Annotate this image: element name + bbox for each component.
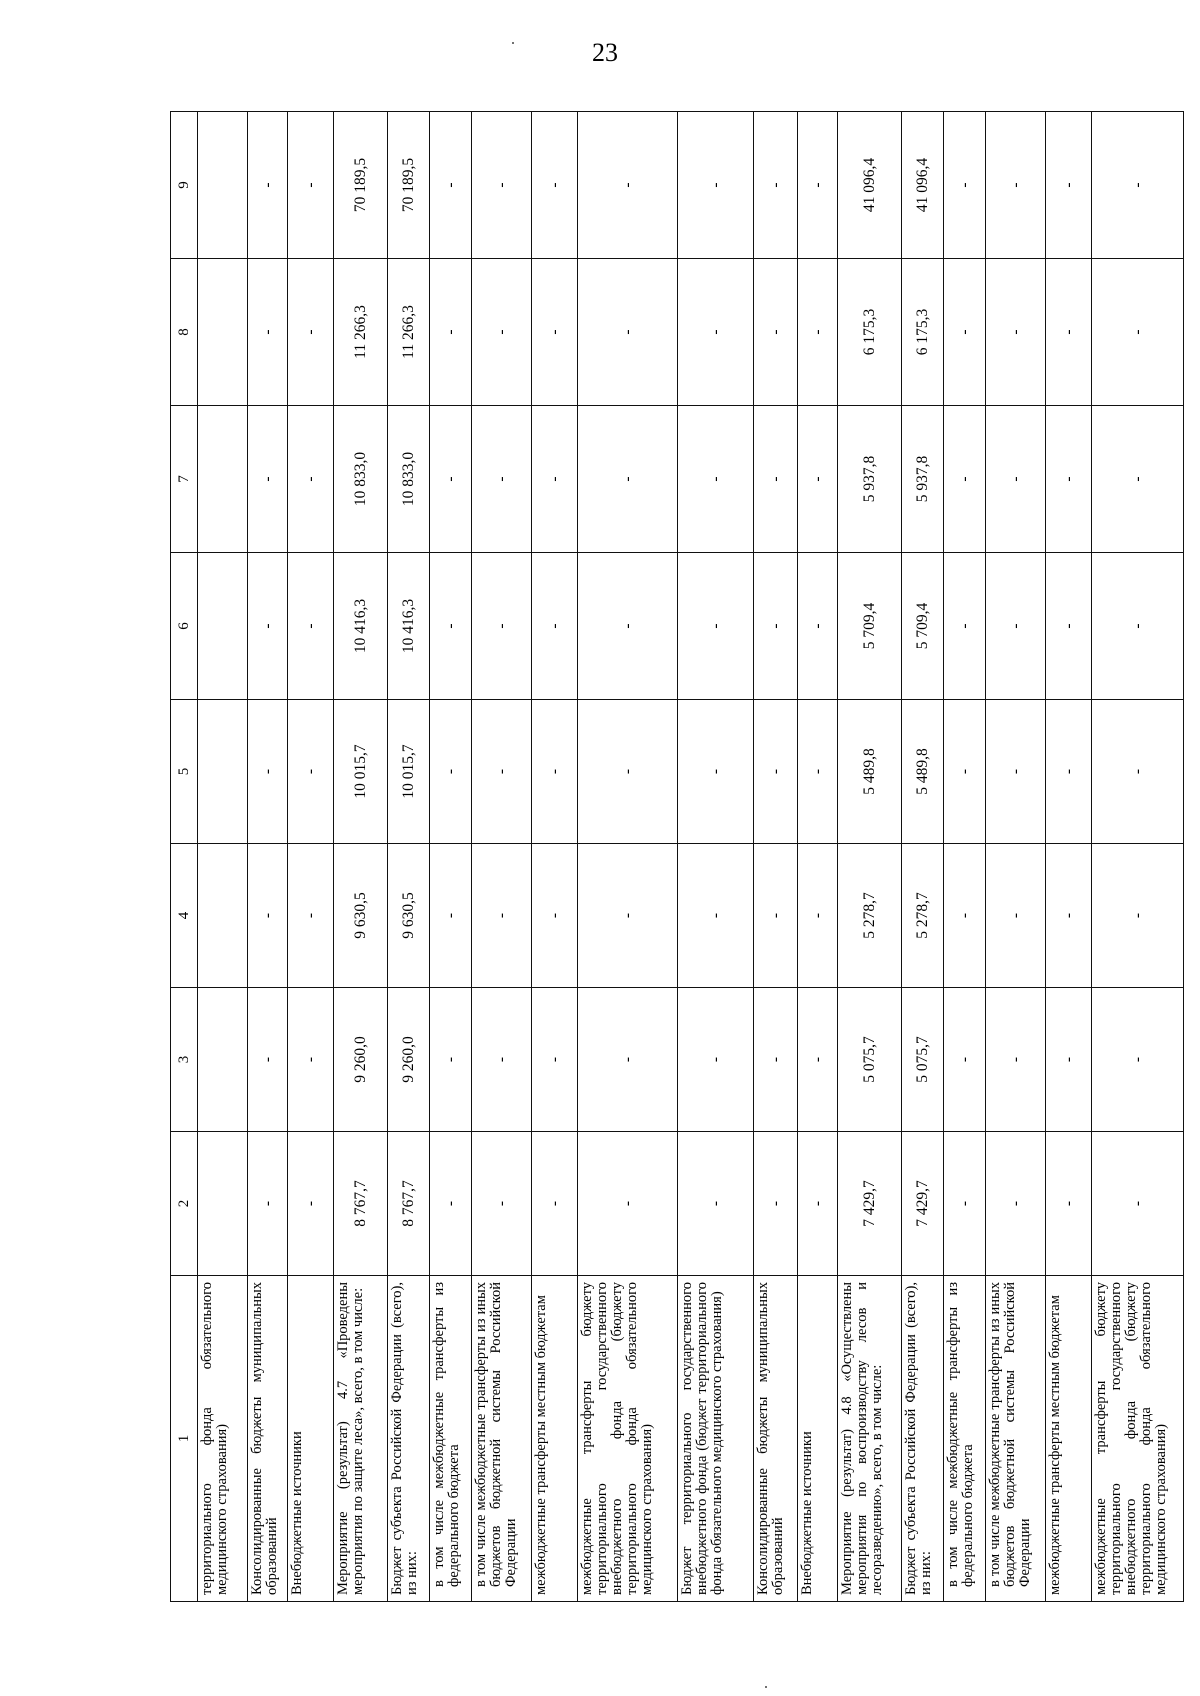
cell-value	[198, 112, 248, 259]
cell-value: -	[532, 1132, 578, 1276]
cell-value: -	[248, 259, 288, 406]
table-row	[986, 112, 1046, 1602]
row-label: Внебюджетные источники	[288, 1276, 334, 1602]
cell-value: -	[288, 406, 334, 553]
table-row	[944, 112, 986, 1602]
cell-value: -	[798, 844, 838, 988]
cell-value	[198, 259, 248, 406]
row-label: в том числе межбюджетные трансферты из федерального бюджета	[944, 1276, 986, 1602]
table-row	[1092, 112, 1184, 1602]
cell-value: -	[578, 406, 678, 553]
cell-value	[198, 844, 248, 988]
cell-value: -	[472, 844, 532, 988]
cell-value: -	[578, 553, 678, 700]
cell-value: -	[430, 988, 472, 1132]
cell-value: 9 630,5	[388, 844, 430, 988]
cell-value	[198, 1132, 248, 1276]
column-header: 1	[171, 1276, 198, 1602]
cell-value: -	[798, 406, 838, 553]
row-label: Консолидированные бюджеты муниципальных образований	[754, 1276, 798, 1602]
cell-value: -	[798, 988, 838, 1132]
cell-value: 10 015,7	[334, 700, 388, 844]
cell-value: -	[986, 844, 1046, 988]
cell-value: 9 260,0	[388, 988, 430, 1132]
table-row	[472, 112, 532, 1602]
cell-value: -	[754, 553, 798, 700]
cell-value	[198, 553, 248, 700]
cell-value: -	[532, 259, 578, 406]
cell-value: 70 189,5	[388, 112, 430, 259]
cell-value: -	[986, 112, 1046, 259]
cell-value: -	[1092, 112, 1184, 259]
cell-value: -	[678, 112, 754, 259]
column-header: 5	[171, 700, 198, 844]
cell-value: -	[678, 844, 754, 988]
cell-value: 5 709,4	[902, 553, 944, 700]
column-header: 8	[171, 259, 198, 406]
cell-value: -	[944, 112, 986, 259]
cell-value: -	[754, 406, 798, 553]
cell-value: -	[678, 988, 754, 1132]
cell-value: -	[472, 406, 532, 553]
cell-value: 5 278,7	[902, 844, 944, 988]
cell-value: -	[1046, 406, 1092, 553]
table-row	[838, 112, 902, 1602]
cell-value: -	[944, 988, 986, 1132]
cell-value: -	[798, 1132, 838, 1276]
cell-value: -	[798, 112, 838, 259]
cell-value: -	[472, 112, 532, 259]
cell-value: -	[986, 406, 1046, 553]
cell-value: -	[532, 844, 578, 988]
cell-value: 5 489,8	[902, 700, 944, 844]
cell-value: -	[248, 406, 288, 553]
cell-value: 5 278,7	[838, 844, 902, 988]
cell-value: -	[1046, 553, 1092, 700]
cell-value: 5 937,8	[902, 406, 944, 553]
cell-value: -	[288, 844, 334, 988]
cell-value: -	[1046, 988, 1092, 1132]
cell-value: 6 175,3	[902, 259, 944, 406]
cell-value: -	[1092, 553, 1184, 700]
table-row	[798, 112, 838, 1602]
table-row	[754, 112, 798, 1602]
column-header: 7	[171, 406, 198, 553]
cell-value: 8 767,7	[388, 1132, 430, 1276]
cell-value: 10 015,7	[388, 700, 430, 844]
cell-value	[198, 700, 248, 844]
cell-value: -	[1046, 844, 1092, 988]
cell-value: 7 429,7	[838, 1132, 902, 1276]
budget-table-body	[171, 112, 1184, 1602]
cell-value: -	[1092, 1132, 1184, 1276]
row-label: в том числе межбюджетные трансферты из иных бюджетов бюджетной системы Российской Федерации	[472, 1276, 532, 1602]
table-row	[288, 112, 334, 1602]
cell-value: 11 266,3	[334, 259, 388, 406]
cell-value: 70 189,5	[334, 112, 388, 259]
cell-value: -	[472, 988, 532, 1132]
cell-value: -	[248, 1132, 288, 1276]
cell-value: 10 416,3	[388, 553, 430, 700]
table-row	[388, 112, 430, 1602]
cell-value: -	[578, 700, 678, 844]
cell-value: -	[678, 1132, 754, 1276]
cell-value: -	[944, 700, 986, 844]
cell-value: 10 416,3	[334, 553, 388, 700]
cell-value: -	[472, 553, 532, 700]
cell-value	[198, 406, 248, 553]
cell-value: -	[288, 700, 334, 844]
cell-value: -	[532, 700, 578, 844]
cell-value: -	[472, 1132, 532, 1276]
cell-value: -	[986, 1132, 1046, 1276]
cell-value: -	[944, 553, 986, 700]
cell-value: -	[578, 259, 678, 406]
cell-value: 5 937,8	[838, 406, 902, 553]
cell-value: -	[678, 700, 754, 844]
cell-value: -	[754, 112, 798, 259]
row-label: Бюджет субъекта Российской Федерации (всего), из них:	[902, 1276, 944, 1602]
cell-value: -	[798, 259, 838, 406]
cell-value: -	[986, 700, 1046, 844]
scan-speck	[765, 1686, 767, 1688]
row-label: межбюджетные трансферты местным бюджетам	[1046, 1276, 1092, 1602]
cell-value: -	[532, 112, 578, 259]
row-label: Консолидированные бюджеты муниципальных образований	[248, 1276, 288, 1602]
cell-value: 5 489,8	[838, 700, 902, 844]
cell-value: -	[1092, 700, 1184, 844]
cell-value: 7 429,7	[902, 1132, 944, 1276]
scan-speck	[512, 42, 514, 44]
cell-value: 5 075,7	[838, 988, 902, 1132]
cell-value: -	[754, 988, 798, 1132]
cell-value: -	[754, 844, 798, 988]
row-label: Внебюджетные источники	[798, 1276, 838, 1602]
cell-value: -	[578, 112, 678, 259]
cell-value: -	[1092, 844, 1184, 988]
cell-value: -	[288, 259, 334, 406]
cell-value: -	[430, 406, 472, 553]
row-label: Бюджет субъекта Российской Федерации (всего), из них:	[388, 1276, 430, 1602]
row-label: в том числе межбюджетные трансферты из федерального бюджета	[430, 1276, 472, 1602]
table-row	[248, 112, 288, 1602]
cell-value: -	[430, 700, 472, 844]
cell-value: -	[578, 988, 678, 1132]
cell-value: -	[430, 259, 472, 406]
cell-value: -	[532, 406, 578, 553]
column-header: 3	[171, 988, 198, 1132]
rotated-table-container	[170, 112, 1169, 1602]
cell-value: -	[678, 406, 754, 553]
row-label: Мероприятие (результат) 4.8 «Осуществлены мероприятия по воспроизводству лесов и лесоразведению», всего, в том числе:	[838, 1276, 902, 1602]
cell-value: -	[578, 844, 678, 988]
cell-value: -	[248, 844, 288, 988]
row-label: межбюджетные трансферты бюджету территориального государственного внебюджетного фонда (бюджету территориального фонда обязательного медицинского страхования)	[1092, 1276, 1184, 1602]
cell-value: -	[248, 112, 288, 259]
cell-value: -	[472, 259, 532, 406]
cell-value: -	[1046, 700, 1092, 844]
cell-value: -	[1092, 406, 1184, 553]
cell-value: -	[430, 112, 472, 259]
cell-value: -	[1046, 112, 1092, 259]
table-row	[430, 112, 472, 1602]
column-header: 9	[171, 112, 198, 259]
cell-value: -	[798, 553, 838, 700]
cell-value: -	[248, 553, 288, 700]
table-row	[902, 112, 944, 1602]
cell-value	[198, 988, 248, 1132]
cell-value: 11 266,3	[388, 259, 430, 406]
row-label: в том числе межбюджетные трансферты из иных бюджетов бюджетной системы Российской Федерации	[986, 1276, 1046, 1602]
table-row	[334, 112, 388, 1602]
cell-value: -	[288, 988, 334, 1132]
row-label: территориального фонда обязательного медицинского страхования)	[198, 1276, 248, 1602]
column-header: 6	[171, 553, 198, 700]
row-label: Мероприятие (результат) 4.7 «Проведены мероприятия по защите леса», всего, в том числе:	[334, 1276, 388, 1602]
row-label: межбюджетные трансферты бюджету территориального государственного внебюджетного фонда (бюджету территориального фонда обязательного медицинского страхования)	[578, 1276, 678, 1602]
table-row	[578, 112, 678, 1602]
cell-value: -	[1092, 988, 1184, 1132]
cell-value: -	[532, 988, 578, 1132]
cell-value: 41 096,4	[902, 112, 944, 259]
cell-value: 10 833,0	[334, 406, 388, 553]
table-row	[532, 112, 578, 1602]
cell-value: -	[986, 259, 1046, 406]
cell-value: -	[1046, 1132, 1092, 1276]
cell-value: -	[1092, 259, 1184, 406]
cell-value: -	[430, 553, 472, 700]
budget-table	[170, 111, 1184, 1602]
row-label: Бюджет территориального государственного внебюджетного фонда (бюджет территориального фонда обязательного медицинского страхования)	[678, 1276, 754, 1602]
cell-value: -	[986, 553, 1046, 700]
table-row	[678, 112, 754, 1602]
cell-value: 9 630,5	[334, 844, 388, 988]
cell-value: 8 767,7	[334, 1132, 388, 1276]
cell-value: 5 709,4	[838, 553, 902, 700]
row-label: межбюджетные трансферты местным бюджетам	[532, 1276, 578, 1602]
cell-value: -	[944, 844, 986, 988]
cell-value: 41 096,4	[838, 112, 902, 259]
cell-value: -	[472, 700, 532, 844]
cell-value: -	[944, 1132, 986, 1276]
cell-value: -	[678, 553, 754, 700]
cell-value: 10 833,0	[388, 406, 430, 553]
cell-value: -	[1046, 259, 1092, 406]
cell-value: -	[944, 259, 986, 406]
cell-value: -	[798, 700, 838, 844]
cell-value: -	[248, 700, 288, 844]
table-row	[1046, 112, 1092, 1602]
cell-value: 6 175,3	[838, 259, 902, 406]
table-row	[198, 112, 248, 1602]
cell-value: -	[986, 988, 1046, 1132]
cell-value: -	[248, 988, 288, 1132]
column-header: 4	[171, 844, 198, 988]
cell-value: -	[288, 112, 334, 259]
column-header: 2	[171, 1132, 198, 1276]
cell-value: -	[754, 259, 798, 406]
cell-value: -	[754, 700, 798, 844]
cell-value: -	[754, 1132, 798, 1276]
cell-value: -	[288, 1132, 334, 1276]
cell-value: 9 260,0	[334, 988, 388, 1132]
cell-value: 5 075,7	[902, 988, 944, 1132]
cell-value: -	[532, 553, 578, 700]
cell-value: -	[288, 553, 334, 700]
page-number: 23	[592, 38, 618, 67]
cell-value: -	[430, 844, 472, 988]
cell-value: -	[944, 406, 986, 553]
cell-value: -	[678, 259, 754, 406]
cell-value: -	[430, 1132, 472, 1276]
column-number-row	[171, 112, 198, 1602]
cell-value: -	[578, 1132, 678, 1276]
